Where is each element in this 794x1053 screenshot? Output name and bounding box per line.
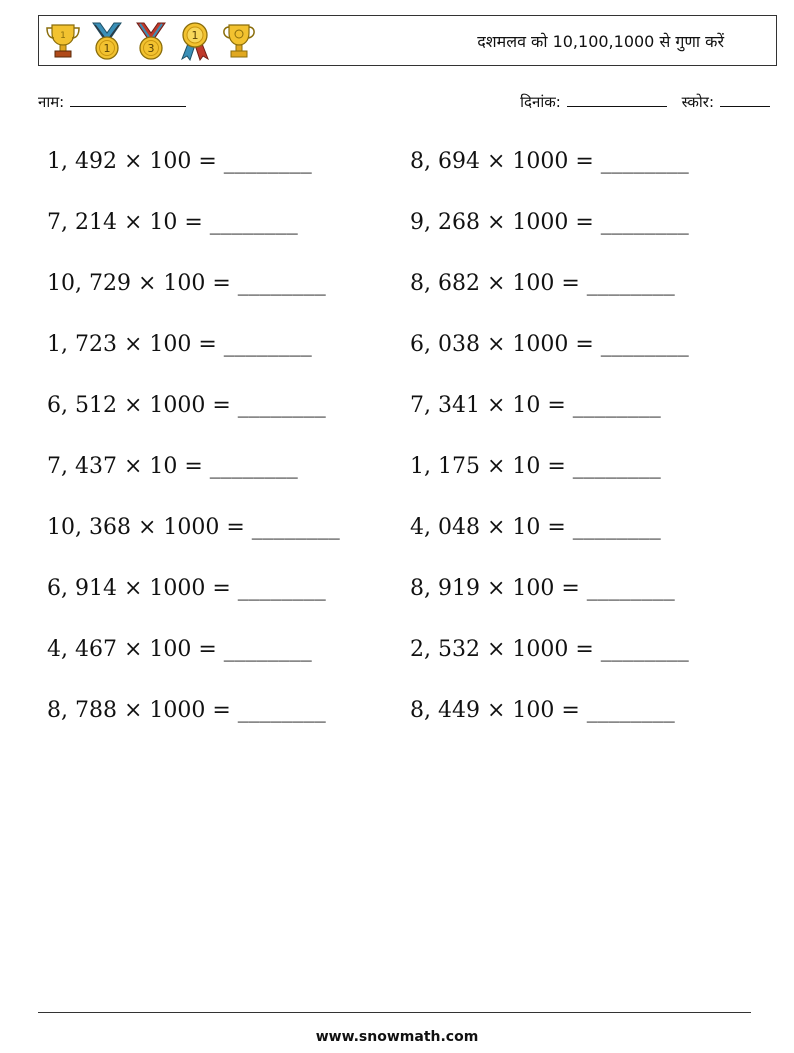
worksheet-title: दशमलव को 10,100,1000 से गुणा करें (477, 32, 724, 51)
trophy-icon (44, 21, 82, 61)
svg-text:1: 1 (60, 31, 66, 41)
problem-item: 4, 048 × 10 = ________ (410, 515, 661, 540)
footer-divider (38, 1012, 751, 1013)
site-url: www.snowmath.com (315, 1029, 479, 1045)
problem-item: 8, 788 × 1000 = ________ (47, 698, 326, 723)
problem-item: 1, 492 × 100 = ________ (47, 149, 312, 174)
rosette-1-icon (176, 21, 214, 61)
trophy-icon (220, 21, 258, 61)
problem-item: 6, 038 × 1000 = ________ (410, 332, 689, 357)
problem-item: 6, 914 × 1000 = ________ (47, 576, 326, 601)
problem-item: 6, 512 × 1000 = ________ (47, 393, 326, 418)
problem-item: 7, 341 × 10 = ________ (410, 393, 661, 418)
svg-text:1: 1 (191, 29, 199, 42)
svg-text:1: 1 (103, 42, 111, 55)
problem-item: 10, 368 × 1000 = ________ (47, 515, 340, 540)
worksheet-header (38, 15, 777, 66)
problem-item: 4, 467 × 100 = ________ (47, 637, 312, 662)
problem-item: 2, 532 × 1000 = ________ (410, 637, 689, 662)
score-blank[interactable] (720, 92, 770, 107)
problem-item: 10, 729 × 100 = ________ (47, 271, 326, 296)
problem-item: 1, 723 × 100 = ________ (47, 332, 312, 357)
name-label: नाम: (38, 93, 65, 111)
problem-item: 7, 214 × 10 = ________ (47, 210, 298, 235)
medal-ribbon-3-icon (132, 21, 170, 61)
problem-grid (47, 142, 767, 752)
problem-item: 8, 449 × 100 = ________ (410, 698, 675, 723)
name-field (38, 92, 186, 112)
score-label: स्कोर: (681, 93, 714, 111)
problem-item: 7, 437 × 10 = ________ (47, 454, 298, 479)
problem-item: 9, 268 × 1000 = ________ (410, 210, 689, 235)
problem-item: 1, 175 × 10 = ________ (410, 454, 661, 479)
problem-item: 8, 919 × 100 = ________ (410, 576, 675, 601)
name-blank[interactable] (70, 92, 186, 107)
problem-item: 8, 682 × 100 = ________ (410, 271, 675, 296)
date-score-fields (520, 92, 770, 112)
svg-text:3: 3 (147, 42, 155, 55)
problem-item: 8, 694 × 1000 = ________ (410, 149, 689, 174)
date-blank[interactable] (567, 92, 667, 107)
medal-strip (44, 21, 258, 61)
date-label: दिनांक: (520, 93, 561, 111)
medal-ribbon-1-icon (88, 21, 126, 61)
